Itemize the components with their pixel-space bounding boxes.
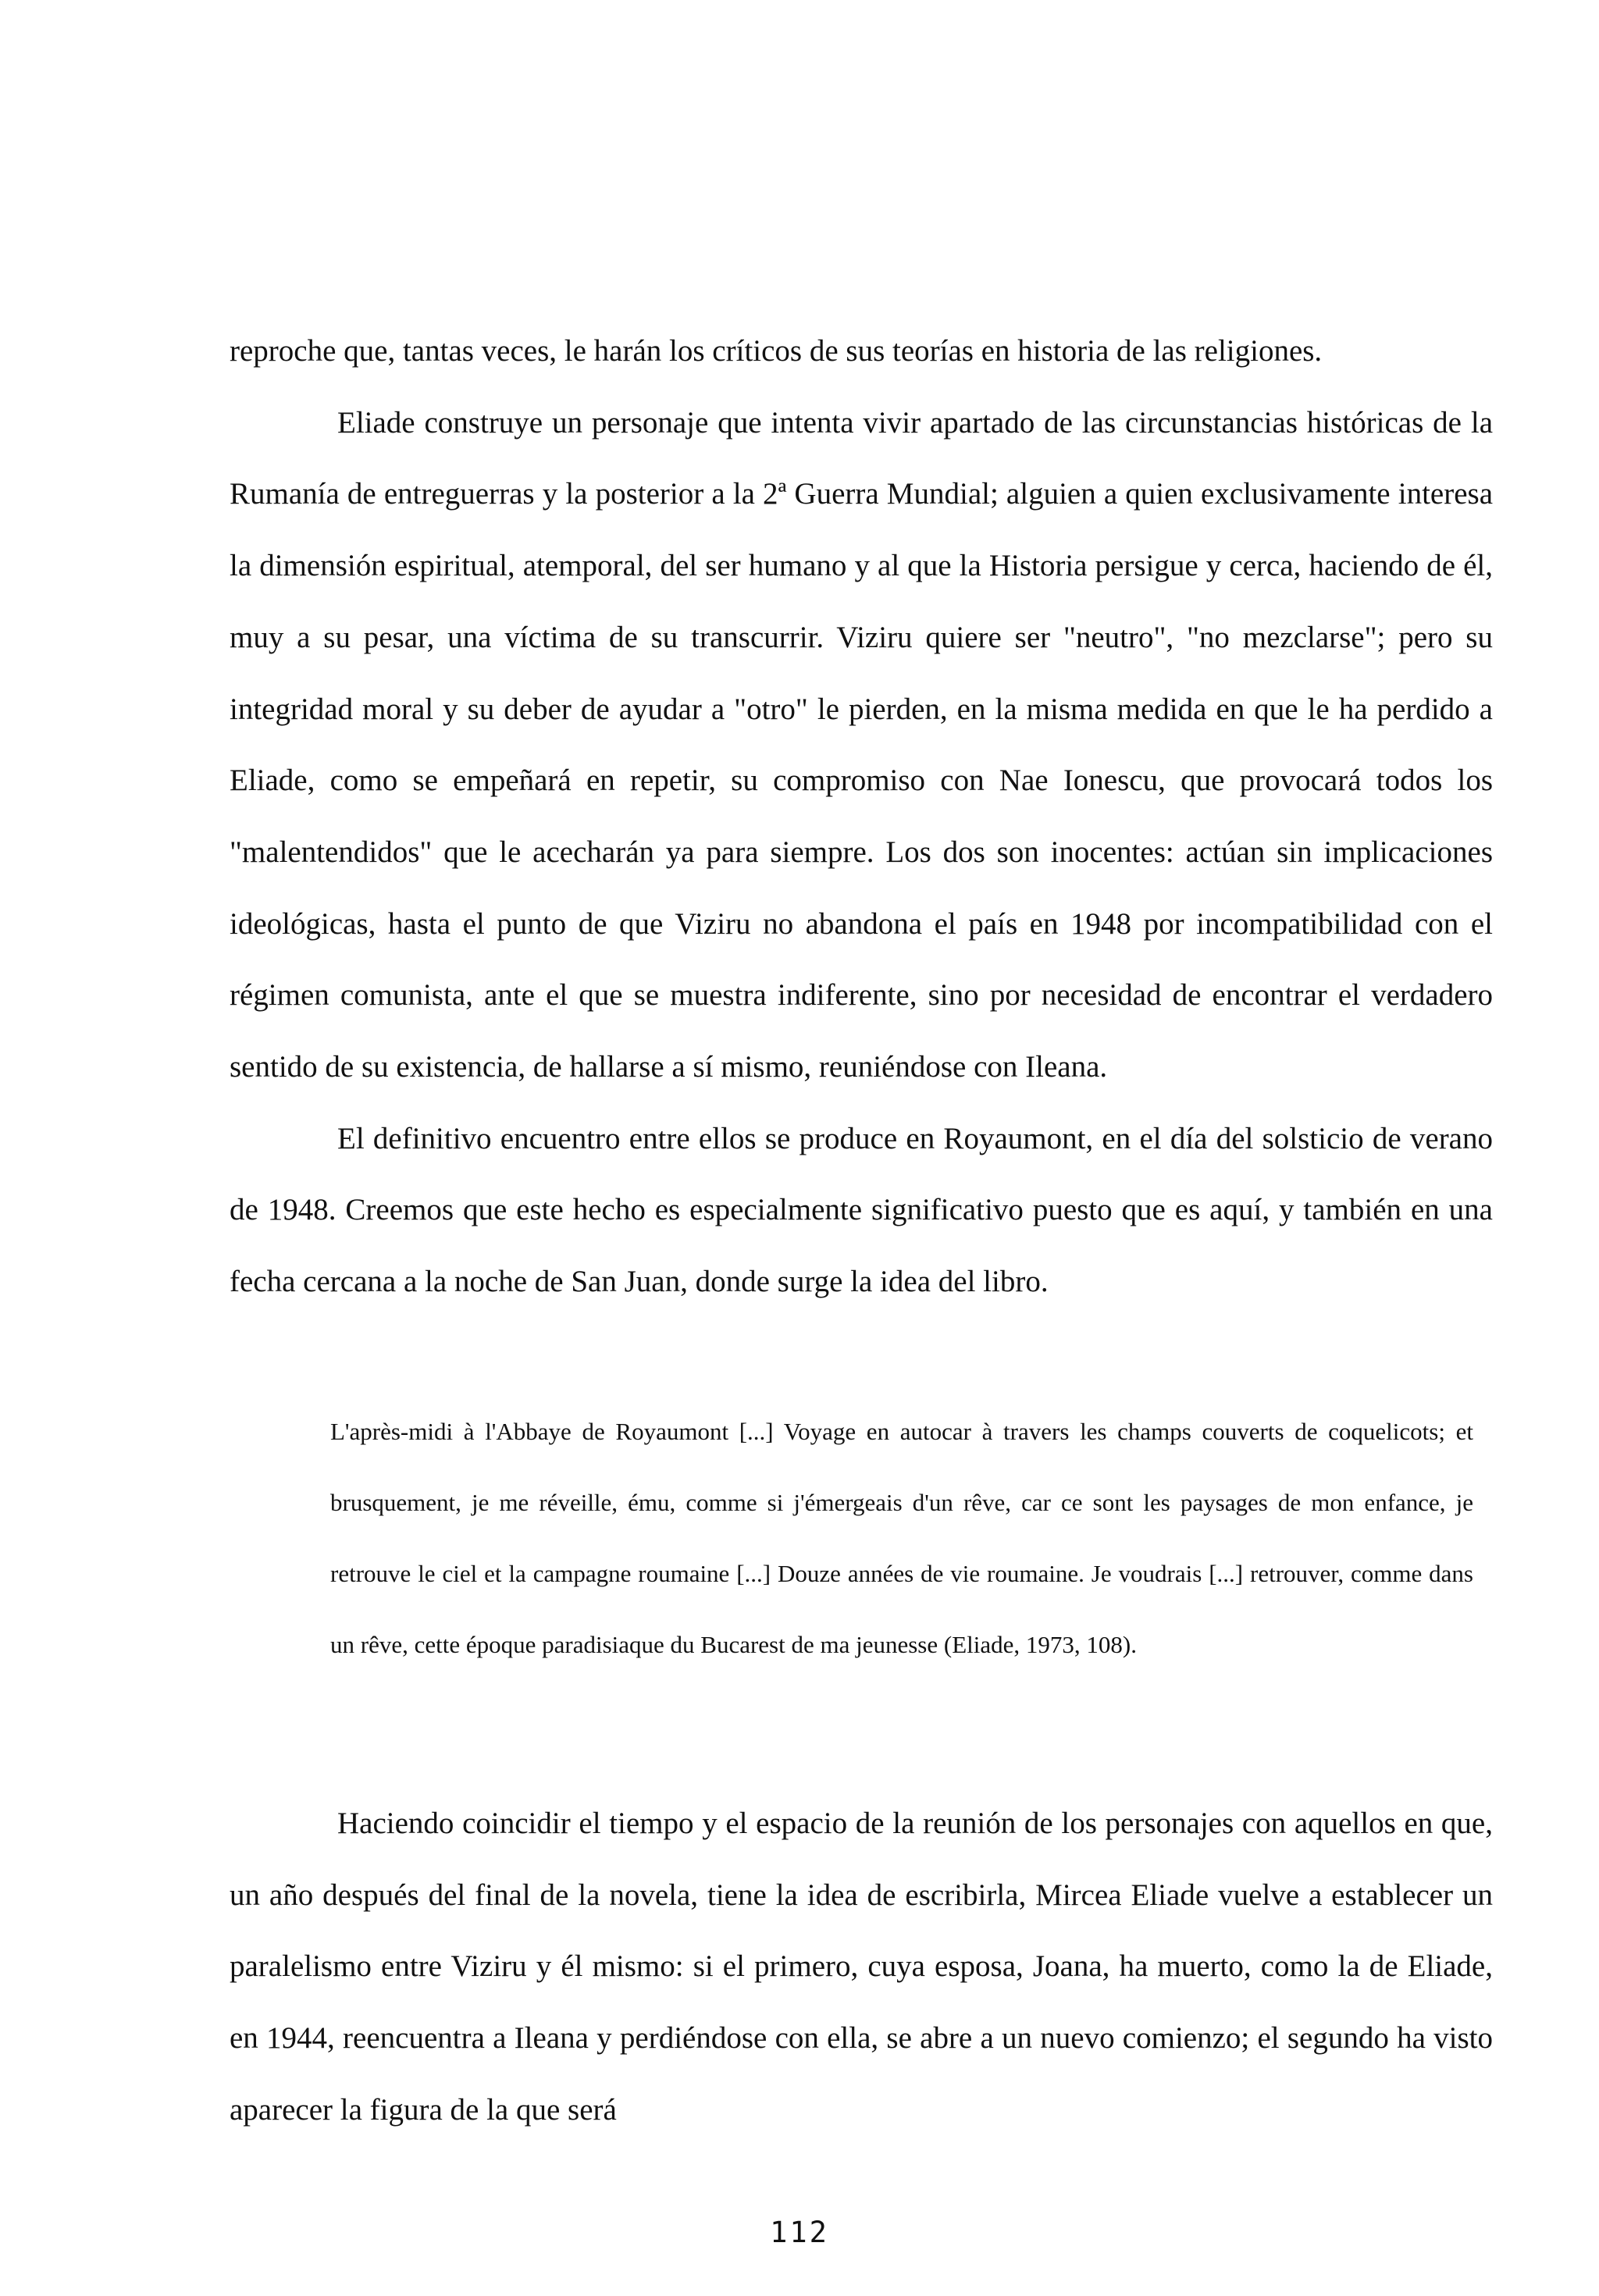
paragraph-continuation: reproche que, tantas veces, le harán los críticos de sus teorías en historia de las religiones. <box>230 334 1323 368</box>
block-quote: L'après-midi à l'Abbaye de Royaumont [...] Voyage en autocar à travers les champs couverts de coquelicots; et brusquement, je me réveille, ému, comme si j'émergeais d'un rêve, car ce sont les paysages de mon enfance, je retrouve le ciel et la campagne roumaine [...] Douze années de vie roumaine. Je voudrais [...] retrouver, comme dans un rêve, cette époque paradisiaque du Bucarest de ma jeunesse (Eliade, 1973, 108). <box>330 1418 1473 1658</box>
page-number: 112 <box>770 2216 829 2249</box>
paragraph-eliade-character: Eliade construye un personaje que intenta vivir apartado de las circunstancias históricas de la Rumanía de entreguerras y la posterior a la 2ª Guerra Mundial; alguien a quien exclusivamente interesa la dimensión espiritual, atemporal, del ser humano y al que la Historia persigue y cerca, haciendo de él, muy a su pesar, una víctima de su transcurrir. Viziru quiere ser "neutro", "no mezclarse"; pero su integridad moral y su deber de ayudar a "otro" le pierden, en la misma medida en que le ha perdido a Eliade, como se empeñará en repetir, su compromiso con Nae Ionescu, que provocará todos los "malentendidos" que le acecharán ya para siempre. Los dos son inocentes: actúan sin implicaciones ideológicas, hasta el punto de que Viziru no abandona el país en 1948 por incompatibilidad con el régimen comunista, ante el que se muestra indiferente, sino por necesidad de encontrar el verdadero sentido de su existencia, de hallarse a sí mismo, reuniéndose con Ileana. <box>230 405 1493 1084</box>
body-text-top <box>230 315 1493 1318</box>
paragraph-royaumont: El definitivo encuentro entre ellos se produce en Royaumont, en el día del solsticio de verano de 1948. Creemos que este hecho es especialmente significativo puesto que es aquí, y también en una fecha cercana a la noche de San Juan, donde surge la idea del libro. <box>230 1121 1493 1299</box>
body-text-bottom <box>230 1788 1493 2146</box>
paragraph-parallelism: Haciendo coincidir el tiempo y el espacio de la reunión de los personajes con aquellos en que, un año después del final de la novela, tiene la idea de escribirla, Mircea Eliade vuelve a establecer un paralelismo entre Viziru y él mismo: si el primero, cuya esposa, Joana, ha muerto, como la de Eliade, en 1944, reencuentra a Ileana y perdiéndose con ella, se abre a un nuevo comienzo; el segundo ha visto aparecer la figura de la que será <box>230 1807 1493 2127</box>
